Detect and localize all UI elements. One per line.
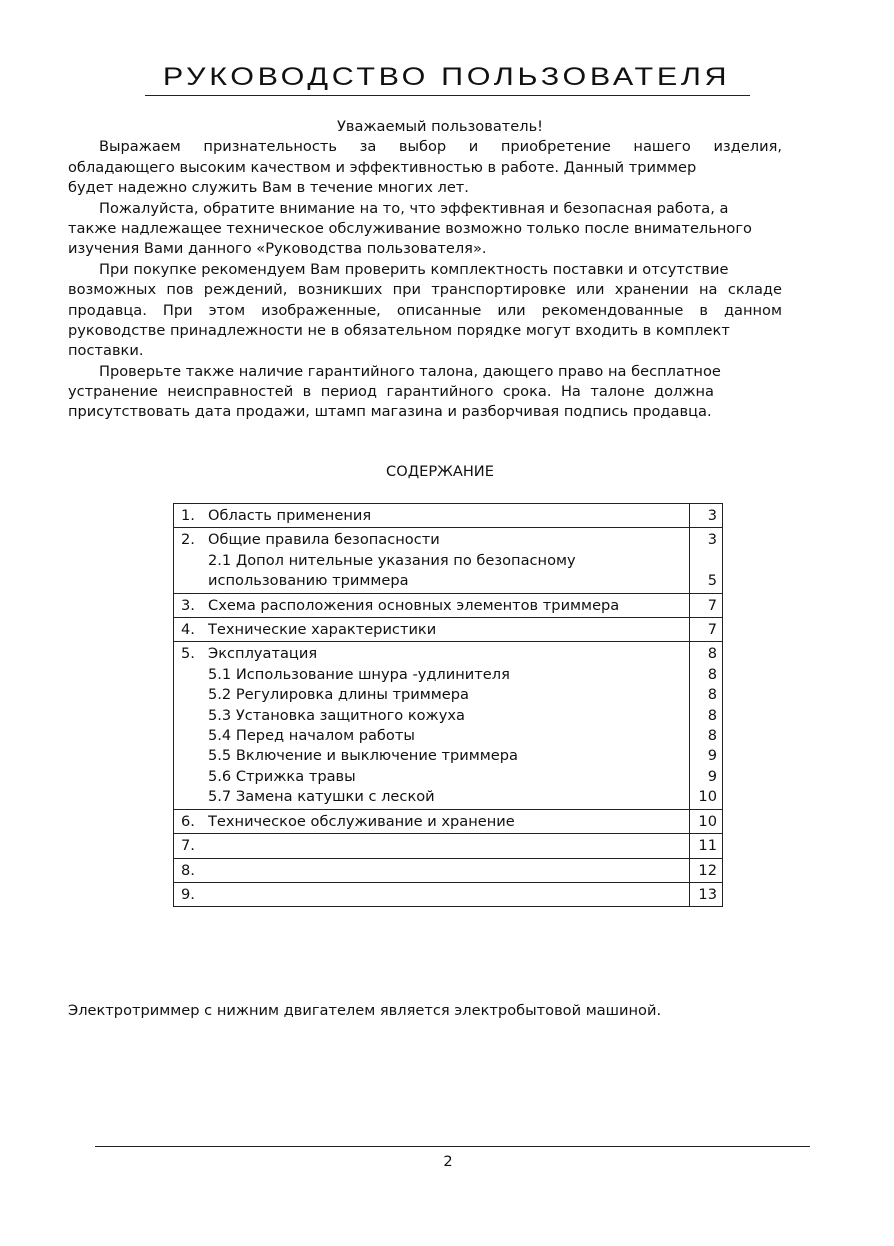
toc-title-cell [174,882,690,906]
toc-page: 10 [698,812,717,830]
toc-row [174,858,723,882]
toc-row [174,642,723,809]
text-line: продавца. При этом изображенные, описанные или рекомендованные в данном [68,301,782,319]
toc-number: 6. [181,812,195,830]
text-line: возможных пов реждений, возникших при транспортировке или хранении на складе [68,281,782,299]
toc-title: Общие правила безопасности [208,531,440,549]
toc-page: 8 [707,645,717,663]
text-line: присутствовать дата продажи, штамп магазина и разборчивая подпись продавца. [68,403,712,421]
toc-page-cell [690,809,723,833]
text-line: Проверьте также наличие гарантийного талона, дающего право на бесплатное [99,362,721,380]
paragraph [68,362,782,423]
toc-page-cell [690,642,723,809]
text-line: Пожалуйста, обратите внимание на то, что эффективная и безопасная работа, а [99,199,729,217]
toc-title-cell [174,504,690,528]
toc-subitem-page: 5 [707,572,717,590]
toc-subitem: 5.2 Регулировка длины триммера [208,686,469,704]
toc-page-cell [690,834,723,858]
toc-subitem-page: 8 [707,665,717,683]
page-number: 2 [443,1153,453,1170]
toc-subitem-page: 8 [707,706,717,724]
toc-page: 12 [698,861,717,879]
toc-page-cell [690,593,723,617]
toc-subitem-page: 9 [707,747,717,765]
toc-subitem-page: 10 [698,788,717,806]
toc-title-cell [174,593,690,617]
paragraph [68,260,782,362]
greeting: Уважаемый пользователь! [336,118,544,135]
toc-title-cell [174,809,690,833]
toc-subitem-page: 9 [707,767,717,785]
toc-title-cell [174,618,690,642]
page-header-title: РУКОВОДСТВО ПОЛЬЗОВАТЕЛЯ [163,63,731,91]
toc-page: 3 [707,507,717,524]
text-line: устранение неисправностей в период гарантийного срока. На талоне должна [68,383,714,401]
text-line: также надлежащее техническое обслуживание возможно только после внимательного [68,219,752,237]
toc-heading: СОДЕРЖАНИЕ [386,463,494,480]
text-line: обладающего высоким качеством и эффективностью в работе. Данный триммер [68,158,697,176]
toc-page-cell [690,882,723,906]
toc-row [174,809,723,833]
table-of-contents [173,503,723,907]
paragraph [68,137,782,198]
toc-page: 7 [707,621,717,639]
header-divider [145,95,750,96]
toc-page: 7 [707,596,717,614]
toc-row [174,593,723,617]
toc-number: 8. [181,861,195,879]
toc-title: Область применения [208,507,372,524]
toc-number: 2. [181,531,195,549]
text-line: При покупке рекомендуем Вам проверить комплектность поставки и отсутствие [99,260,729,278]
toc-subitem: 2.1 Допол нительные указания по безопасному [208,551,576,569]
text-line: изучения Вами данного «Руководства пользователя». [68,240,487,258]
toc-page: 13 [698,885,717,903]
toc-subitem: 5.1 Использование шнура -удлинителя [208,665,510,683]
toc-title-cell [174,834,690,858]
toc-row [174,882,723,906]
toc-title-cell [174,642,690,809]
toc-page-cell [690,858,723,882]
toc-page-cell [690,504,723,528]
toc-page-cell [690,618,723,642]
toc-subitem: 5.5 Включение и выключение триммера [208,747,518,765]
toc-number: 7. [181,837,195,855]
toc-row [174,504,723,528]
toc-page: 3 [707,531,717,549]
intro-text [68,117,782,423]
toc-row [174,618,723,642]
toc-page: 11 [698,837,717,855]
toc-title: Технические характеристики [208,621,437,639]
toc-title-cell [174,528,690,593]
toc-subitem: 5.3 Установка защитного кожуха [208,706,465,724]
toc-title: Техническое обслуживание и хранение [208,812,515,830]
toc-subitem: 5.7 Замена катушки с леской [208,788,435,806]
toc-title: Эксплуатация [208,645,318,663]
toc-subitem: 5.4 Перед началом работы [208,727,415,745]
toc-row [174,528,723,593]
footer-divider [95,1146,810,1147]
footer-note: Электротриммер с нижним двигателем является электробытовой машиной. [68,1002,662,1019]
toc-title-cell [174,858,690,882]
toc-subitem-page: 8 [707,686,717,704]
text-line: поставки. [68,342,144,360]
toc-number: 4. [181,621,195,639]
text-line: руководстве принадлежности не в обязательном порядке могут входить в комплект [68,321,730,339]
toc-number: 1. [181,507,195,524]
text-line: будет надежно служить Вам в течение многих лет. [68,179,469,197]
toc-number: 9. [181,885,195,903]
toc-title: Схема расположения основных элементов триммера [208,596,620,614]
toc-number: 3. [181,596,195,614]
toc-subitem-page: 8 [707,727,717,745]
toc-page-cell [690,528,723,593]
toc-subitem: 5.6 Стрижка травы [208,767,356,785]
toc-subitem-page [690,551,717,571]
toc-row [174,834,723,858]
paragraph [68,199,782,260]
text-line: Выражаем признательность за выбор и приобретение нашего изделия, [99,138,782,156]
toc-subitem: использованию триммера [208,572,409,590]
toc-number: 5. [181,645,195,663]
